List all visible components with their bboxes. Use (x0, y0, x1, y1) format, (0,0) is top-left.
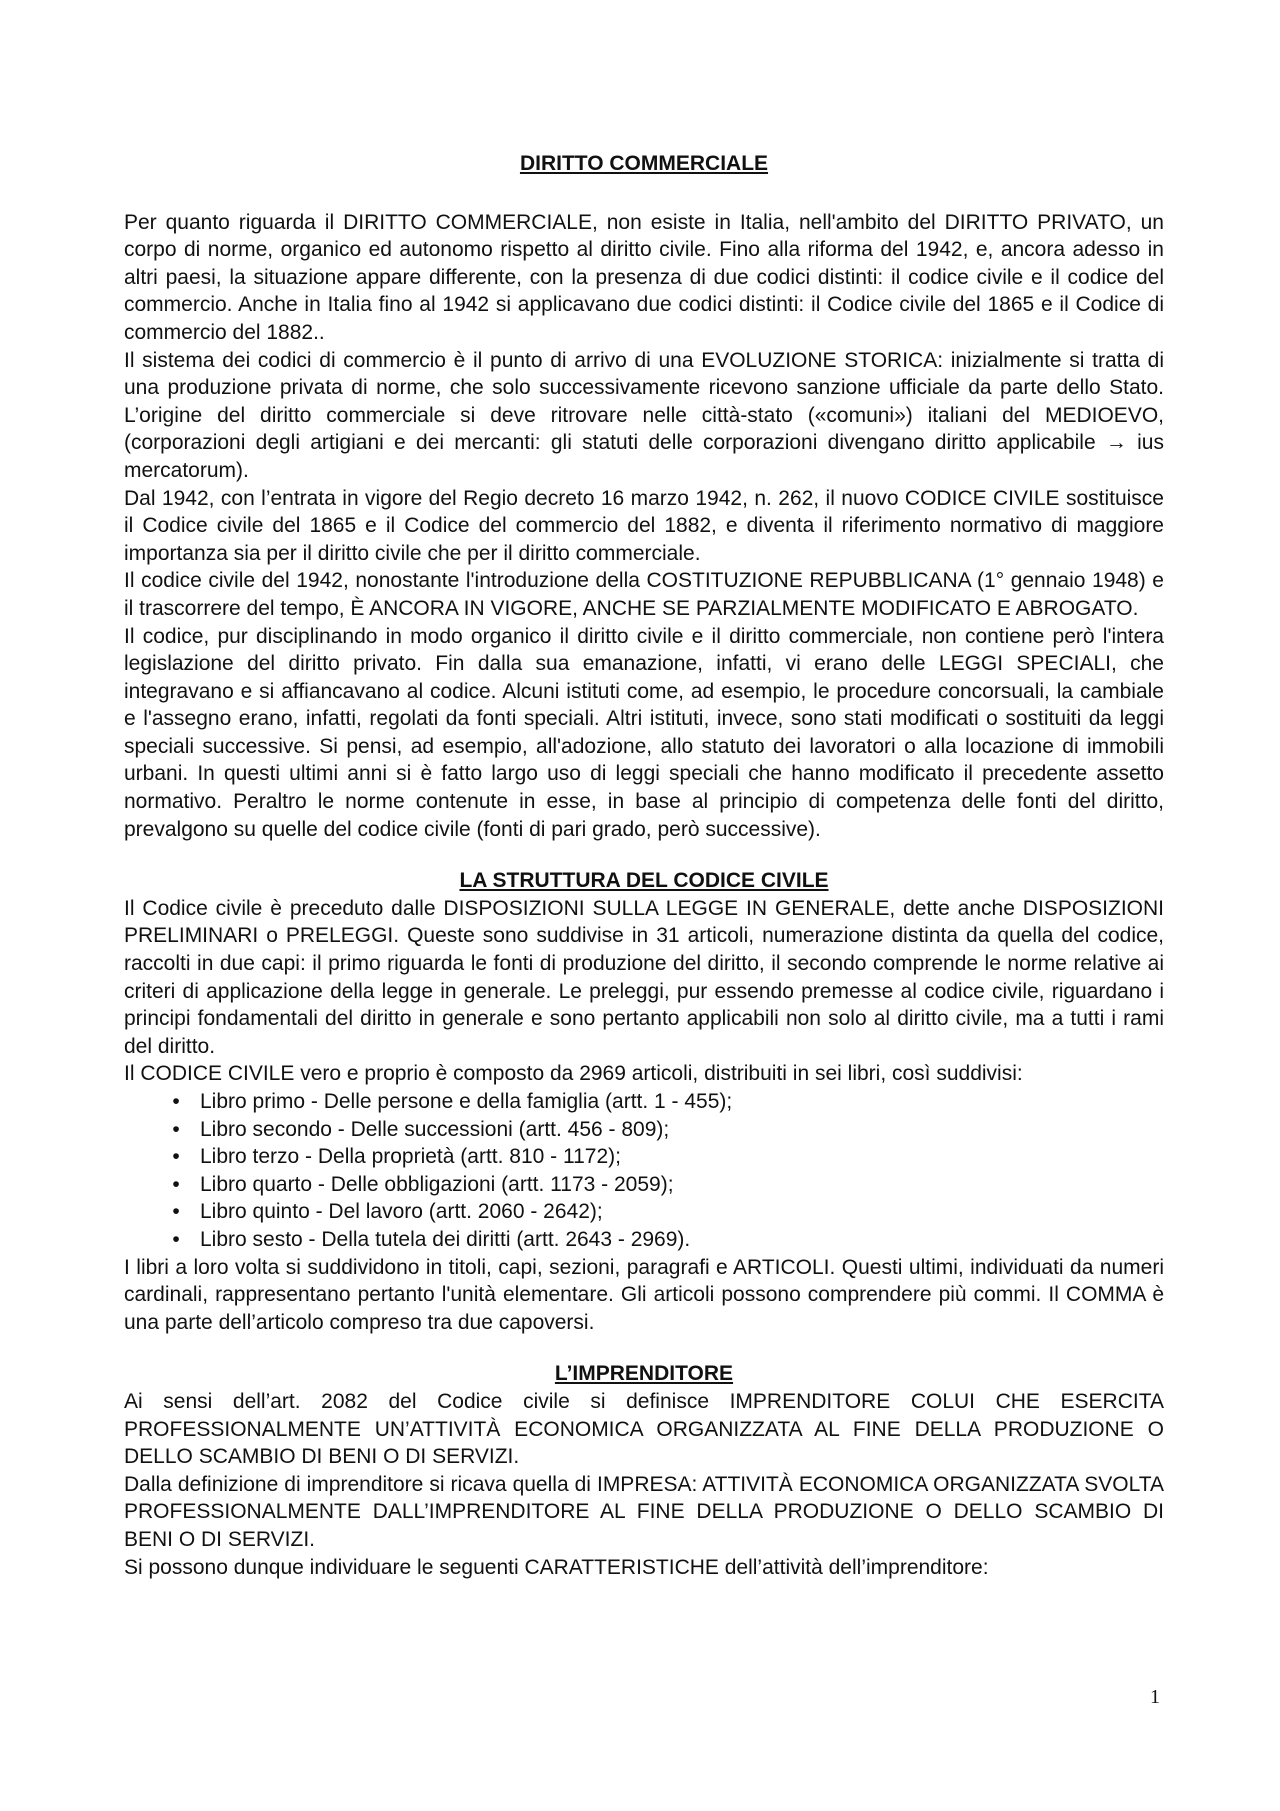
bullet-icon: • (172, 1090, 180, 1113)
list-item (166, 1171, 1164, 1199)
bullet-icon: • (172, 1117, 180, 1141)
document-title: DIRITTO COMMERCIALE (519, 152, 769, 175)
book-label: Libro quinto - Del lavoro (artt. 2060 - 2642); (200, 1200, 603, 1224)
books-list (124, 1088, 1164, 1254)
bullet-icon: • (172, 1227, 180, 1251)
list-item (166, 1143, 1164, 1171)
book-label: Libro terzo - Della proprietà (artt. 810 - 1172); (200, 1145, 621, 1169)
entrepreneur-section-title: L’IMPRENDITORE (554, 1362, 734, 1386)
list-item (166, 1226, 1164, 1254)
intro-paragraph-3: Dal 1942, con l’entrata in vigore del Regio decreto 16 marzo 1942, n. 262, il nuovo CODICE CIVILE sostituisce il Codice civile del 1865 e il Codice del commercio del 1882, e diventa il riferimento normativo di maggiore importanza sia per il diritto civile che per il diritto commerciale. (124, 486, 1164, 565)
intro-paragraph-5: Il codice, pur disciplinando in modo organico il diritto civile e il diritto commerciale, non contiene però l'intera legislazione del diritto privato. Fin dalla sua emanazione, infatti, vi erano delle LEGGI SPECIALI, che integravano e si affiancavano al codice. Alcuni istituti come, ad esempio, le procedure concorsuali, la cambiale e l'assegno erano, infatti, regolati da fonti speciali. Altri istituti, invece, sono stati modificati o sostituiti da leggi speciali successive. Si pensi, ad esempio, all'adozione, allo statuto dei lavoratori o alla locazione di immobili urbani. In questi ultimi anni si è fatto largo uso di leggi speciali che hanno modificato il precedente assetto normativo. Peraltro le norme contenute in esse, in base al principio di competenza delle fonti del diritto, prevalgono su quelle del codice civile (fonti di pari grado, però successive). (124, 624, 1164, 841)
bullet-icon: • (172, 1172, 180, 1196)
list-item (166, 1198, 1164, 1226)
intro-paragraph-2: Il sistema dei codici di commercio è il punto di arrivo di una EVOLUZIONE STORICA: inizialmente si tratta di una produzione privata di norme, che solo successivamente ricevono sanzione ufficiale da parte dello Stato. L’origine del diritto commerciale si deve ritrovare nelle città-stato («comuni») italiani del MEDIOEVO, (corporazioni degli artigiani e dei mercanti: gli statuti delle corporazioni divengano diritto applicabile → ius mercatorum). (124, 348, 1164, 482)
page-content (124, 150, 1164, 1581)
entrepreneur-paragraph-2: Dalla definizione di imprenditore si ricava quella di IMPRESA: ATTIVITÀ ECONOMICA ORGANIZZATA SVOLTA PROFESSIONALMENTE DALL’IMPRENDITORE AL FINE DELLA PRODUZIONE O DELLO SCAMBIO DI BENI O DI SERVIZI. (124, 1472, 1164, 1551)
entrepreneur-paragraph-3: Si possono dunque individuare le seguenti CARATTERISTICHE dell’attività dell’imprenditore: (124, 1555, 989, 1579)
structure-section-title: LA STRUTTURA DEL CODICE CIVILE (459, 869, 829, 893)
intro-paragraph-1: Per quanto riguarda il DIRITTO COMMERCIALE, non esiste in Italia, nell'ambito del DIRITTO PRIVATO, un corpo di norme, organico ed autonomo rispetto al diritto civile. Fino alla riforma del 1942, e, ancora adesso in altri paesi, la situazione appare differente, con la presenza di due codici distinti: il codice civile e il codice del commercio. Anche in Italia fino al 1942 si applicavano due codici distinti: il Codice civile del 1865 e il Codice di commercio del 1882.. (124, 210, 1164, 344)
bullet-icon: • (172, 1145, 180, 1169)
book-label: Libro primo - Delle persone e della famiglia (artt. 1 - 455); (200, 1090, 733, 1113)
entrepreneur-paragraph-1: Ai sensi dell’art. 2082 del Codice civile si definisce IMPRENDITORE COLUI CHE ESERCITA PROFESSIONALMENTE UN’ATTIVITÀ ECONOMICA ORGANIZZATA AL FINE DELLA PRODUZIONE O DELLO SCAMBIO DI BENI O DI SERVIZI. (124, 1389, 1164, 1469)
book-label: Libro secondo - Delle successioni (artt. 456 - 809); (200, 1117, 670, 1141)
book-label: Libro quarto - Delle obbligazioni (artt. 1173 - 2059); (200, 1172, 674, 1196)
page-number: 1 (1150, 1686, 1160, 1708)
list-item (166, 1088, 1164, 1116)
structure-paragraph-3: I libri a loro volta si suddividono in titoli, capi, sezioni, paragrafi e ARTICOLI. Questi ultimi, individuati da numeri cardinali, rappresentano pertanto l'unità elementare. Gli articoli possono comprendere più commi. Il COMMA è una parte dell’articolo compreso tra due capoversi. (124, 1255, 1164, 1334)
structure-paragraph-1: Il Codice civile è preceduto dalle DISPOSIZIONI SULLA LEGGE IN GENERALE, dette anche DISPOSIZIONI PRELIMINARI o PRELEGGI. Queste sono suddivise in 31 articoli, numerazione distinta da quella del codice, raccolti in due capi: il primo riguarda le fonti di produzione del diritto, il secondo comprende le norme relative ai criteri di applicazione della legge in generale. Le preleggi, pur essendo premesse al codice civile, riguardano i principi fondamentali del diritto in generale e sono pertanto applicabili non solo al diritto civile, ma a tutti i rami del diritto. (124, 896, 1164, 1058)
structure-paragraph-2: Il CODICE CIVILE vero e proprio è composto da 2969 articoli, distribuiti in sei libri, così suddivisi: (124, 1062, 1023, 1086)
list-item (166, 1116, 1164, 1144)
bullet-icon: • (172, 1200, 180, 1224)
intro-paragraph-4: Il codice civile del 1942, nonostante l'introduzione della COSTITUZIONE REPUBBLICANA (1° gennaio 1948) e il trascorrere del tempo, È ANCORA IN VIGORE, ANCHE SE PARZIALMENTE MODIFICATO E ABROGATO. (124, 569, 1164, 620)
book-label: Libro sesto - Della tutela dei diritti (artt. 2643 - 2969). (200, 1227, 691, 1251)
